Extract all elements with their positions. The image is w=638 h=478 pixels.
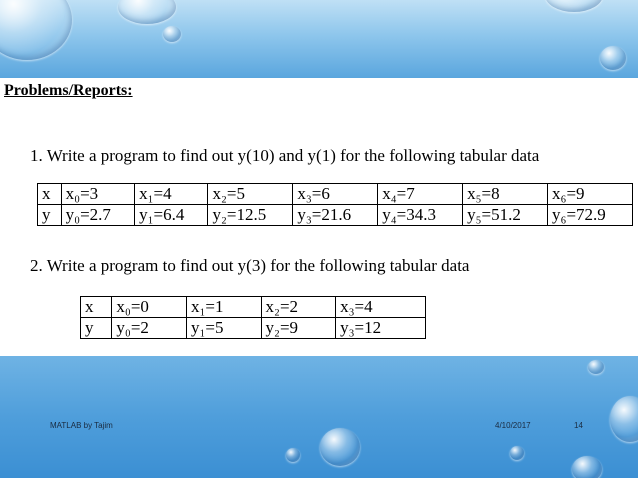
footer-page-number: 14: [574, 421, 583, 430]
table-cell: y₄=34.3: [378, 205, 463, 226]
table-cell: y: [81, 318, 112, 339]
footer-author: MATLAB by Tajim: [50, 421, 113, 430]
table-cell: x: [38, 184, 62, 205]
table-cell: y₀=2.7: [61, 205, 134, 226]
table-cell: y₃=21.6: [293, 205, 378, 226]
table-cell: y₁=5: [186, 318, 261, 339]
table-cell: x₄=7: [378, 184, 463, 205]
table-cell: x₂=5: [208, 184, 293, 205]
table-cell: x₂=2: [261, 297, 336, 318]
table-cell: x₃=4: [336, 297, 426, 318]
water-drop-decoration: [510, 446, 524, 460]
water-drop-decoration: [545, 0, 603, 12]
table-cell: x₃=6: [293, 184, 378, 205]
table-row: [81, 297, 426, 318]
data-table-2: [80, 296, 426, 339]
table-cell: x: [81, 297, 112, 318]
table-cell: y₀=2: [112, 318, 187, 339]
table-cell: y₁=6.4: [135, 205, 208, 226]
top-decor-band: [0, 0, 638, 78]
table-cell: x₁=1: [186, 297, 261, 318]
water-drop-decoration: [0, 0, 72, 60]
bottom-decor-band: [0, 356, 638, 478]
table-cell: x₁=4: [135, 184, 208, 205]
data-table-1: [37, 183, 633, 226]
table-cell: y₂=9: [261, 318, 336, 339]
table-row: [38, 205, 633, 226]
table-cell: x₅=8: [463, 184, 548, 205]
water-drop-decoration: [286, 448, 300, 462]
table-cell: y: [38, 205, 62, 226]
water-drop-decoration: [610, 396, 638, 442]
question-1: 1. Write a program to find out y(10) and y(1) for the following tabular data: [30, 146, 540, 165]
slide-content: [0, 78, 638, 356]
water-drop-decoration: [118, 0, 176, 24]
water-drop-decoration: [572, 456, 602, 478]
water-drop-decoration: [600, 46, 626, 70]
table-cell: x₀=0: [112, 297, 187, 318]
water-drop-decoration: [163, 26, 181, 42]
table-row: [81, 318, 426, 339]
water-drop-decoration: [320, 428, 360, 466]
water-drop-decoration: [588, 360, 604, 374]
question-2: 2. Write a program to find out y(3) for the following tabular data: [30, 256, 470, 275]
table-cell: y₃=12: [336, 318, 426, 339]
table-cell: x₆=9: [548, 184, 633, 205]
table-cell: y₆=72.9: [548, 205, 633, 226]
page-title: Problems/Reports:: [4, 82, 133, 99]
table-cell: y₂=12.5: [208, 205, 293, 226]
table-cell: x₀=3: [61, 184, 134, 205]
table-row: [38, 184, 633, 205]
footer-date: 4/10/2017: [495, 421, 531, 430]
table-cell: y₅=51.2: [463, 205, 548, 226]
